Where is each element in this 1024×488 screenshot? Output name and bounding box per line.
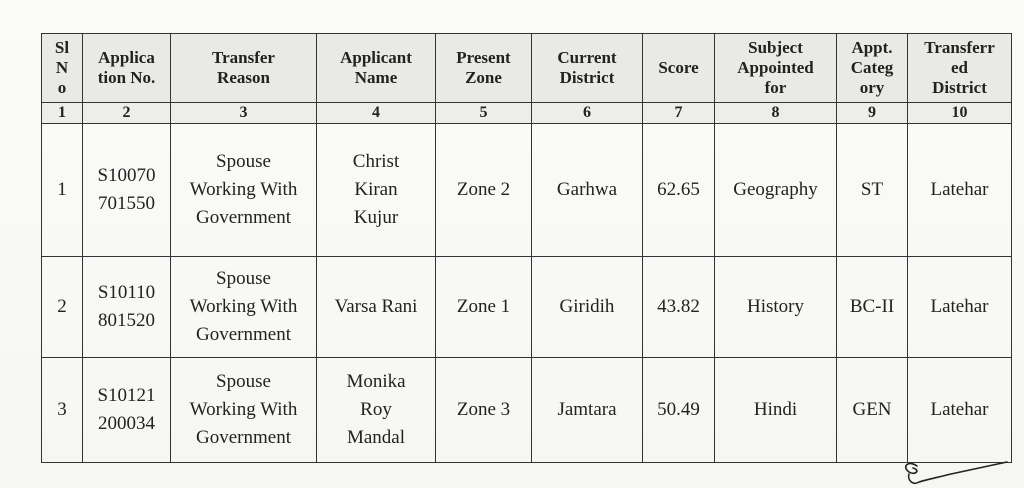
cell-present-zone: Zone 1 [436,257,532,358]
column-number: 9 [837,103,908,124]
cell-category: GEN [837,358,908,463]
column-number: 6 [532,103,643,124]
cell-application-no: S10110 801520 [83,257,171,358]
cell-score: 50.49 [643,358,715,463]
header-current-district: Current District [532,34,643,103]
header-applicant-name: Applicant Name [317,34,436,103]
column-number: 1 [42,103,83,124]
signature-mark [895,456,1015,488]
cell-application-no: S10121 200034 [83,358,171,463]
cell-sl-no: 2 [42,257,83,358]
cell-current-district: Garhwa [532,124,643,257]
cell-present-zone: Zone 2 [436,124,532,257]
header-transferred-district: Transferr ed District [908,34,1012,103]
cell-score: 62.65 [643,124,715,257]
header-present-zone: Present Zone [436,34,532,103]
cell-sl-no: 1 [42,124,83,257]
column-number: 8 [715,103,837,124]
header-transfer-reason: Transfer Reason [171,34,317,103]
cell-transfer-reason: Spouse Working With Government [171,124,317,257]
cell-subject: History [715,257,837,358]
header-sl-no: Sl N o [42,34,83,103]
column-number: 10 [908,103,1012,124]
transfer-table [41,33,1012,463]
column-number: 7 [643,103,715,124]
cell-applicant-name: Christ Kiran Kujur [317,124,436,257]
cell-applicant-name: Monika Roy Mandal [317,358,436,463]
cell-score: 43.82 [643,257,715,358]
cell-subject: Hindi [715,358,837,463]
cell-present-zone: Zone 3 [436,358,532,463]
column-number: 4 [317,103,436,124]
cell-transferred-district: Latehar [908,257,1012,358]
cell-subject: Geography [715,124,837,257]
column-number: 2 [83,103,171,124]
header-row [42,34,1012,103]
cell-applicant-name: Varsa Rani [317,257,436,358]
cell-transferred-district: Latehar [908,124,1012,257]
column-number: 3 [171,103,317,124]
header-category: Appt. Categ ory [837,34,908,103]
cell-current-district: Giridih [532,257,643,358]
table-row [42,358,1012,463]
header-application-no: Applica tion No. [83,34,171,103]
column-number: 5 [436,103,532,124]
column-number-row [42,103,1012,124]
cell-sl-no: 3 [42,358,83,463]
header-score: Score [643,34,715,103]
header-subject: Subject Appointed for [715,34,837,103]
table-row [42,124,1012,257]
cell-transferred-district: Latehar [908,358,1012,463]
cell-category: BC-II [837,257,908,358]
cell-category: ST [837,124,908,257]
cell-current-district: Jamtara [532,358,643,463]
cell-application-no: S10070 701550 [83,124,171,257]
cell-transfer-reason: Spouse Working With Government [171,358,317,463]
table-row [42,257,1012,358]
cell-transfer-reason: Spouse Working With Government [171,257,317,358]
